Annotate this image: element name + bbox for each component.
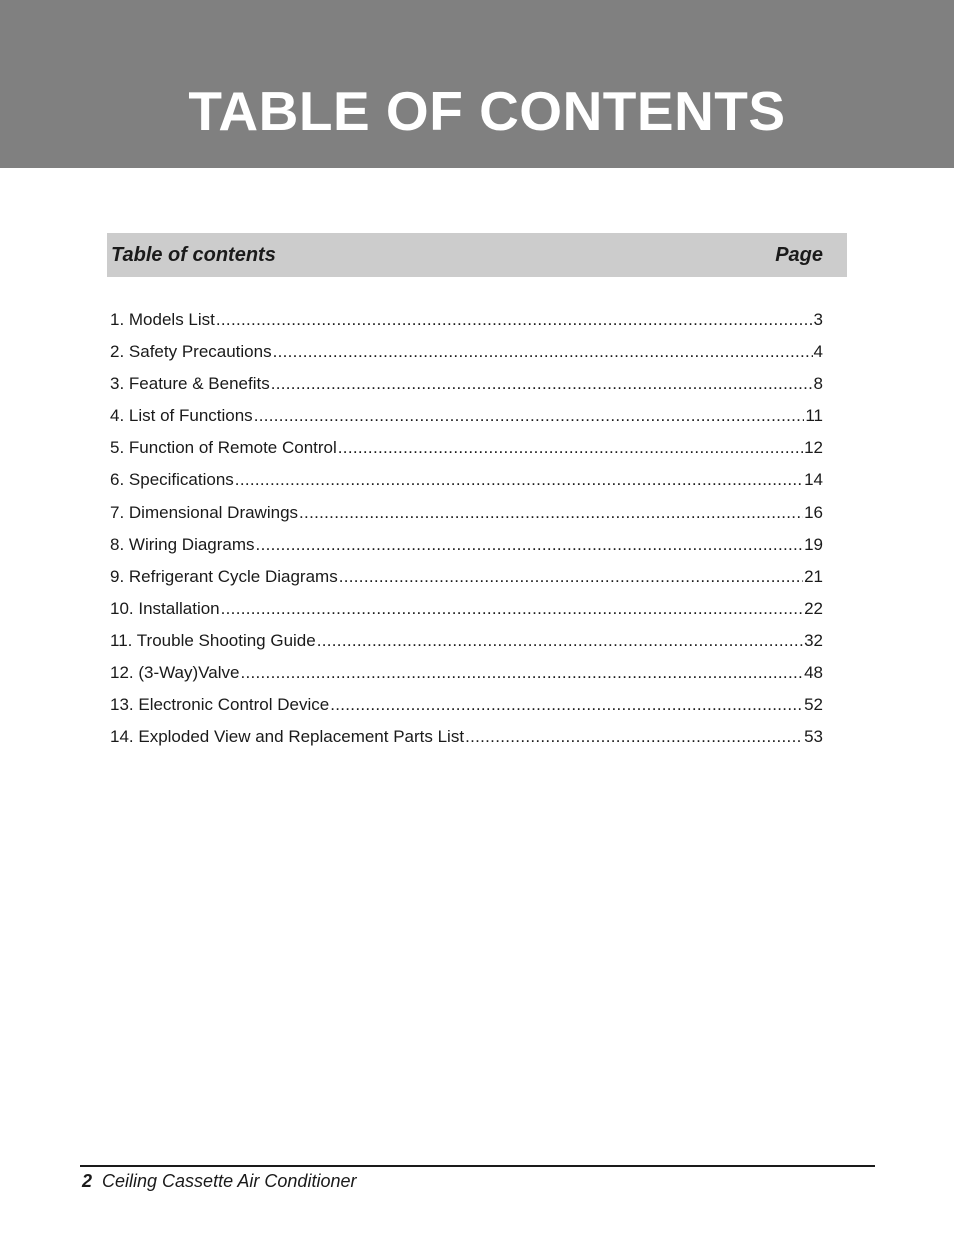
toc-entry-electronic-control-device[interactable] bbox=[110, 693, 823, 725]
toc-entry-title: 13. Electronic Control Device bbox=[110, 695, 330, 715]
toc-entry-title: 2. Safety Precautions bbox=[110, 342, 272, 362]
toc-list bbox=[110, 308, 823, 757]
dot-leader bbox=[330, 693, 803, 717]
toc-entry-refrigerant-cycle-diagrams[interactable] bbox=[110, 565, 823, 597]
dot-leader bbox=[465, 725, 803, 749]
footer-document-title: Ceiling Cassette Air Conditioner bbox=[102, 1171, 357, 1191]
toc-entry-dimensional-drawings[interactable] bbox=[110, 501, 823, 533]
toc-entry-title: 8. Wiring Diagrams bbox=[110, 534, 255, 554]
footer-divider bbox=[80, 1165, 875, 1167]
toc-entry-page: 16 bbox=[804, 502, 823, 522]
toc-entry-page: 22 bbox=[804, 598, 823, 618]
toc-entry-page: 3 bbox=[813, 310, 823, 329]
dot-leader bbox=[216, 308, 813, 332]
toc-entry-3-way-valve[interactable] bbox=[110, 661, 823, 693]
dot-leader bbox=[317, 629, 803, 653]
toc-entry-title: 6. Specifications bbox=[110, 470, 234, 490]
toc-entry-page: 8 bbox=[813, 374, 823, 394]
toc-entry-page: 21 bbox=[804, 566, 823, 586]
footer-page-number: 2 bbox=[82, 1171, 93, 1191]
toc-entry-page: 48 bbox=[804, 663, 823, 683]
dot-leader bbox=[235, 468, 803, 492]
toc-entry-specifications[interactable] bbox=[110, 468, 823, 500]
toc-entry-title: 14. Exploded View and Replacement Parts List bbox=[110, 727, 465, 747]
toc-entry-title: 11. Trouble Shooting Guide bbox=[110, 630, 316, 650]
page-title: TABLE OF CONTENTS bbox=[188, 80, 786, 142]
dot-leader bbox=[299, 501, 803, 525]
toc-entry-page: 52 bbox=[804, 695, 823, 715]
toc-header-label: Table of contents bbox=[111, 244, 276, 266]
toc-entry-page: 32 bbox=[804, 630, 823, 650]
toc-entry-title: 7. Dimensional Drawings bbox=[110, 502, 299, 522]
toc-header-page-label: Page bbox=[775, 244, 823, 266]
toc-entry-list-of-functions[interactable] bbox=[110, 404, 823, 436]
toc-entry-feature-benefits[interactable] bbox=[110, 372, 823, 404]
toc-entry-page: 4 bbox=[813, 342, 823, 362]
toc-entry-installation[interactable] bbox=[110, 597, 823, 629]
toc-entry-safety-precautions[interactable] bbox=[110, 340, 823, 372]
dot-leader bbox=[240, 661, 803, 685]
dot-leader bbox=[254, 404, 805, 428]
toc-entry-title: 4. List of Functions bbox=[110, 406, 253, 426]
title-banner bbox=[0, 0, 954, 168]
toc-entry-page: 12 bbox=[804, 438, 823, 458]
toc-entry-title: 9. Refrigerant Cycle Diagrams bbox=[110, 566, 338, 586]
toc-entry-title: 10. Installation bbox=[110, 598, 220, 618]
dot-leader bbox=[256, 533, 804, 557]
toc-entry-trouble-shooting-guide[interactable] bbox=[110, 629, 823, 661]
toc-entry-exploded-view[interactable] bbox=[110, 725, 823, 757]
page-footer bbox=[82, 1169, 356, 1193]
toc-entry-page: 53 bbox=[804, 727, 823, 747]
toc-entry-function-of-remote-control[interactable] bbox=[110, 436, 823, 468]
toc-entry-page: 11 bbox=[805, 406, 823, 426]
toc-entry-title: 5. Function of Remote Control bbox=[110, 438, 337, 458]
toc-entry-page: 19 bbox=[804, 534, 823, 554]
toc-entry-models-list[interactable] bbox=[110, 308, 823, 340]
toc-entry-title: 12. (3-Way)Valve bbox=[110, 663, 240, 683]
dot-leader bbox=[339, 565, 803, 589]
toc-entry-title: 1. Models List bbox=[110, 310, 215, 329]
toc-entry-page: 14 bbox=[804, 470, 823, 490]
dot-leader bbox=[338, 436, 803, 460]
toc-header-bar bbox=[107, 233, 847, 277]
toc-entry-title: 3. Feature & Benefits bbox=[110, 374, 270, 394]
dot-leader bbox=[273, 340, 813, 364]
dot-leader bbox=[221, 597, 803, 621]
toc-entry-wiring-diagrams[interactable] bbox=[110, 533, 823, 565]
dot-leader bbox=[271, 372, 813, 396]
